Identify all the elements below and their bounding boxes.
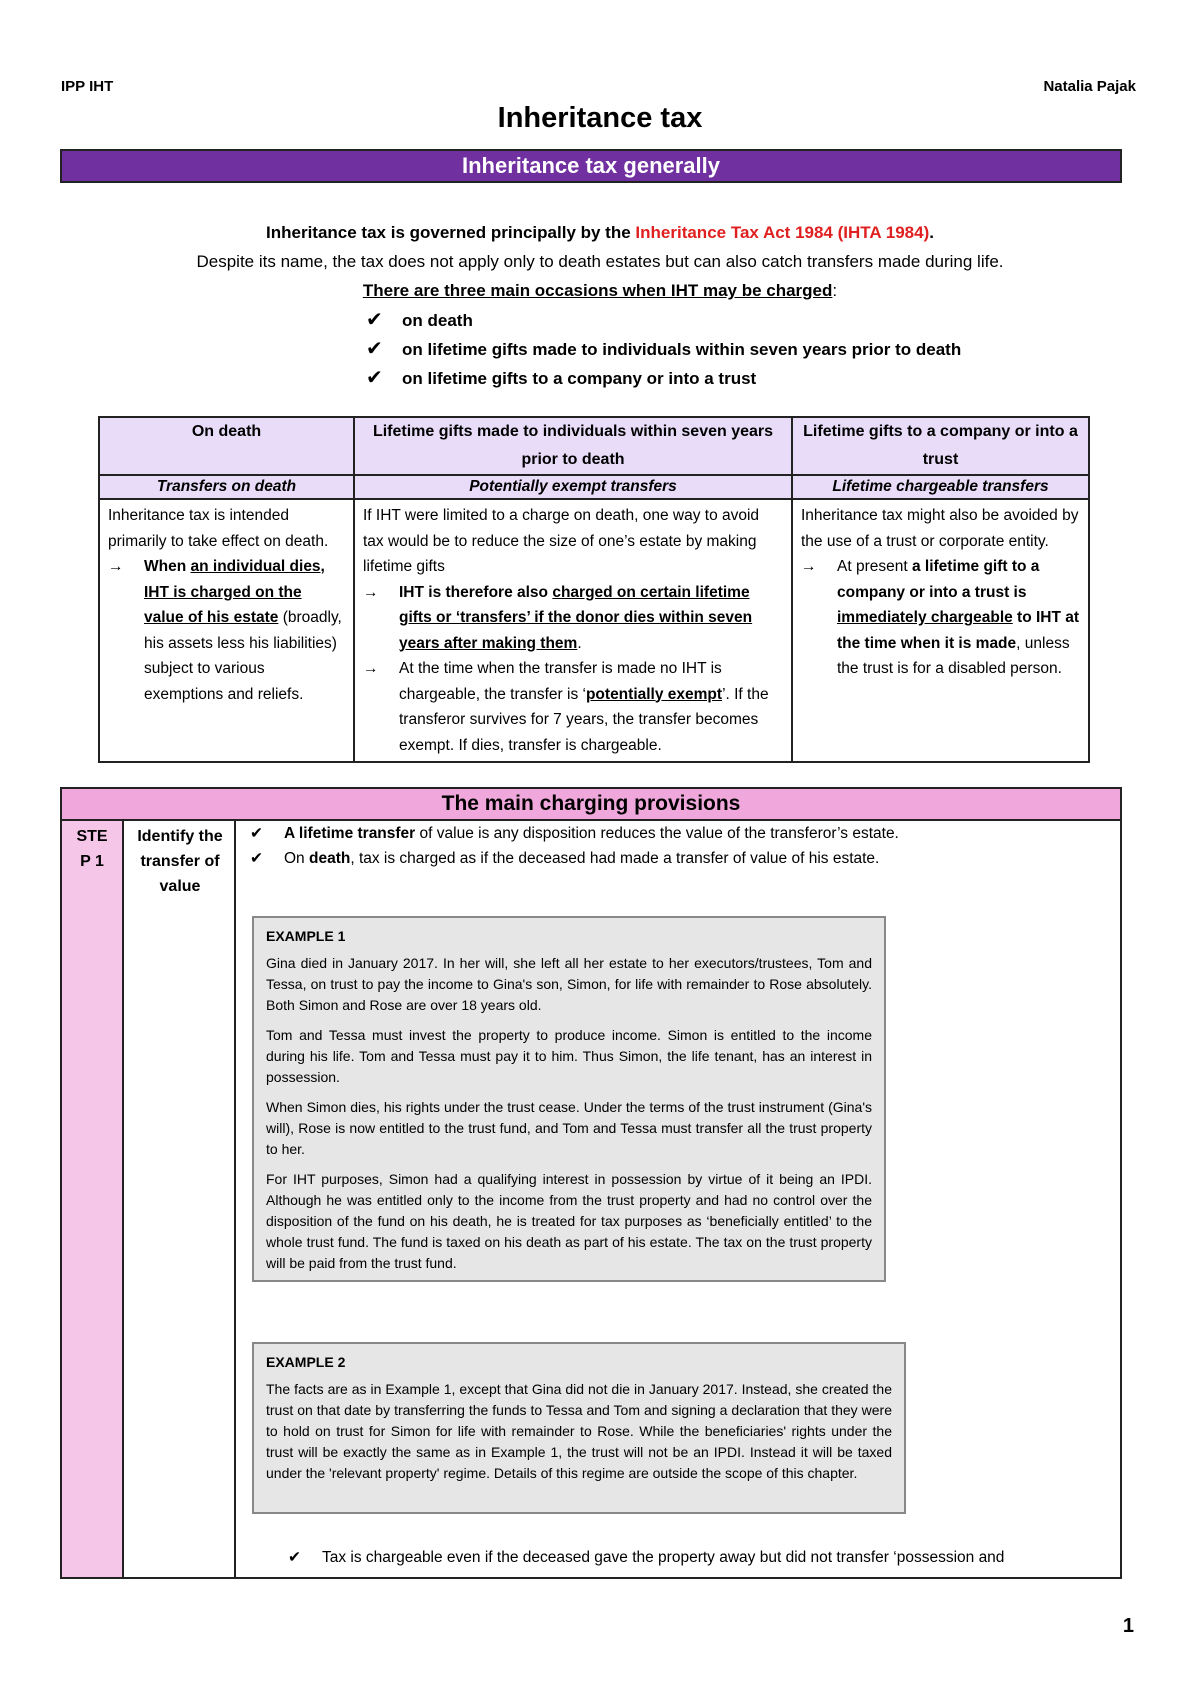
table-subheader-row [99,475,1089,499]
example-box-2 [252,1342,906,1514]
arrow-item-text [399,580,783,657]
table-row [99,499,1089,762]
cell-intro: If IHT were limited to a charge on death, one way to avoid tax would be to reduce the size of one’s estate by making lifetime gifts [363,507,760,575]
arrow-item [363,656,783,758]
table-cell-pet [354,499,792,762]
example-paragraph: Tom and Tessa must invest the property to produce income. Simon is entitled to the income during his life. Tom and Tessa must pay it to him. Thus Simon, the life tenant, has an interest in possession. [266,1027,872,1085]
list-item [366,306,961,335]
text-emphasis: an individual dies, IHT is charged on the value of his estate [144,558,325,626]
check-icon: ✔ [366,309,383,331]
step-content [238,821,1120,1577]
table-cell-lct [792,499,1089,762]
example-title: EXAMPLE 1 [266,928,346,944]
intro-punct: . [929,223,934,242]
intro-line-1 [0,218,1200,247]
arrow-right-icon: → [801,558,817,575]
check-icon: ✔ [250,850,263,867]
page-number: 1 [1122,1615,1134,1637]
example-title: EXAMPLE 2 [266,1354,346,1370]
list-item [250,846,879,871]
occasions-list [366,306,961,393]
arrow-item [108,554,345,707]
occasions-heading: There are three main occasions when IHT may be charged [362,281,833,300]
text-fragment: (broadly, his assets less his liabilities) subject to various exemptions and reliefs. [144,609,342,703]
check-icon: ✔ [366,367,383,389]
check-icon: ✔ [250,825,263,842]
list-item-text: on lifetime gifts to a company or into a trust [402,369,757,388]
intro-line-2: Despite its name, the tax does not apply only to death estates but can also catch transfers made during life. [196,252,1004,271]
act-reference: Inheritance Tax Act 1984 (IHTA 1984) [635,223,930,242]
cell-intro: Inheritance tax might also be avoided by the use of a trust or corporate entity. [801,507,1079,550]
arrow-right-icon: → [363,583,379,601]
arrow-item-text [837,554,1080,682]
step-label: STEP 1 [62,821,124,1577]
text-fragment: ’. If the transferor survives for 7 years, the transfer becomes exempt. If dies, transfer is chargeable. [399,685,769,754]
text-fragment: On [284,850,309,867]
intro-line-3 [0,276,1200,305]
text-emphasis: charged on certain lifetime gifts or ‘transfers’ if the donor dies within seven years after making them [399,583,753,652]
list-item [288,1545,1004,1570]
table-header-row [99,417,1089,475]
text-fragment: , tax is charged as if the deceased had made a transfer of value of his estate. [350,850,880,867]
example-paragraph: When Simon dies, his rights under the trust cease. Under the terms of the trust instrument (Gina's will), Rose is now entitled to the trust fund, and Tom and Tessa must transfer all the trust property to her. [266,1099,872,1157]
step-description: Identify the transfer of value [126,821,236,1577]
text-fragment: . [577,634,582,652]
text-emphasis: a lifetime gift to a company or into a trust is [837,558,1040,601]
example-paragraph: Gina died in January 2017. In her will, she left all her estate to her executors/trustees, Tom and Tessa, on trust to pay the income to Gina's son, Simon, for life with remainder to Rose absolutely. Both Simon and Rose are over 18 years old. [266,955,872,1013]
intro [0,218,1200,305]
arrow-right-icon: → [363,660,379,677]
table-subheader: Potentially exempt transfers [354,475,792,499]
header-right: Natalia Pajak [1043,78,1136,95]
arrow-item-text [144,554,345,707]
intro-text: Inheritance tax is governed principally by the [266,223,636,242]
list-item [366,335,961,364]
section-banner: Inheritance tax generally [60,149,1122,183]
table-cell-death [99,499,354,762]
list-item-text: on death [402,311,473,330]
text-emphasis: potentially exempt [585,685,723,703]
check-icon: ✔ [288,1549,301,1566]
table-header: Lifetime gifts to a company or into a trust [792,417,1089,475]
table-subheader: Lifetime chargeable transfers [792,475,1089,499]
example-paragraph: For IHT purposes, Simon had a qualifying interest in possession by virtue of it being an IPDI. Although he was entitled only to the income from the trust property and had no control over the disposition of the fund on his death, he is treated for tax purposes as ‘beneficially entitled’ to the whole trust fund. The fund is taxed on his death as part of his estate. The tax on the trust property will be paid from the trust fund. [266,1171,872,1271]
cell-intro: Inheritance tax is intended primarily to take effect on death. [108,507,329,550]
text-fragment: When [144,558,191,575]
example-paragraph: The facts are as in Example 1, except that Gina did not die in January 2017. Instead, she created the trust on that date by transferring the funds to Tessa and Tom and signing a declaration that they were to hold on trust for Simon for life with remainder to Rose. While the beneficiaries' rights under the trust will be exactly the same as in Example 1, the trust will not be an IPDI. Instead it will be taxed under the 'relevant property' regime. Details of this regime are outside the scope of this chapter. [266,1381,892,1481]
text-fragment: Tax is chargeable even if the deceased gave the property away but did not transfer ‘possession and [322,1549,1005,1566]
header-left: IPP IHT [61,78,114,95]
arrow-right-icon: → [108,558,124,575]
text-fragment: IHT is therefore also [399,583,553,601]
charging-provisions-table [60,787,1122,1579]
text-emphasis: death [308,850,351,867]
text-fragment: , unless the trust is for a disabled person. [837,634,1070,677]
text-fragment: At the time when the transfer is made no IHT is chargeable, the transfer is ‘ [399,660,722,703]
text-fragment: of value is any disposition reduces the value of the transferor’s estate. [415,825,899,842]
occasions-table [98,416,1090,763]
text-fragment: At present [837,558,912,575]
table-subheader: Transfers on death [99,475,354,499]
arrow-item [801,554,1080,682]
page-title: Inheritance tax [497,102,703,134]
check-icon: ✔ [366,338,383,360]
text-emphasis: A lifetime transfer [284,825,416,842]
example-box-1 [252,916,886,1282]
arrow-item [363,580,783,657]
arrow-item-text [399,656,783,758]
text-emphasis: to IHT at the time when it is made [837,609,1080,652]
list-item [366,364,961,393]
table-header: On death [99,417,354,475]
list-item [250,821,899,846]
occasions-colon: : [832,281,838,300]
table-header: Lifetime gifts made to individuals within seven years prior to death [354,417,792,475]
charging-provisions-title: The main charging provisions [62,789,1120,821]
list-item-text: on lifetime gifts made to individuals within seven years prior to death [402,340,962,359]
text-emphasis: immediately chargeable [837,609,1013,626]
